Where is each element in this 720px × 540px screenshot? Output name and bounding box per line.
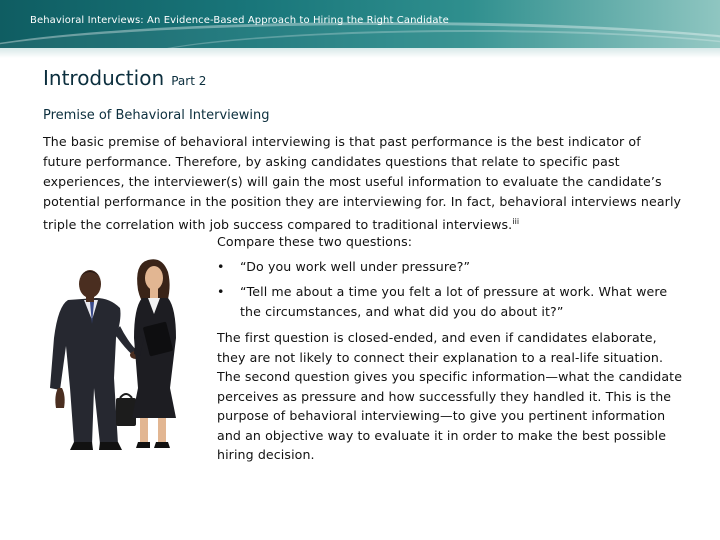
bullet-text: “Tell me about a time you felt a lot of pressure at work. What were the circumstances, and what did you do about it?” <box>240 284 668 319</box>
bullet-text: “Do you work well under pressure?” <box>240 258 471 274</box>
bullet-dot: • <box>217 258 225 274</box>
bullet-dot: • <box>217 284 225 299</box>
comparison-section <box>217 232 687 465</box>
banner-title: Behavioral Interviews: An Evidence-Based Approach to Hiring the Right Candidate <box>30 15 449 26</box>
handshake-photo <box>30 238 210 453</box>
bullet-item <box>217 257 687 277</box>
subheading: Premise of Behavioral Interviewing <box>43 108 270 123</box>
explanation-paragraph: The first question is closed-ended, and even if candidates elaborate, they are not likely to connect their explanation to a real-life situation. The second question gives you specific information—what the candidate perceives as pressure and how successfully they handled it. This is the purpose of behavioral interviewing—to give you pertinent information and an objective way to evaluate it in order to make the best possible hiring decision. <box>217 330 683 462</box>
footnote-marker: iii <box>512 217 520 226</box>
banner-fade <box>0 48 720 58</box>
slide-title-part: Part 2 <box>171 74 207 88</box>
compare-intro: Compare these two questions: <box>217 234 413 249</box>
header-banner <box>0 0 720 48</box>
slide-title-main: Introduction <box>43 66 165 90</box>
intro-paragraph <box>43 132 683 235</box>
intro-paragraph-text: The basic premise of behavioral interviewing is that past performance is the best indicator of future performance. Therefore, by asking candidates questions that relate to specific past experiences, the interviewer(s) will gain the most useful information to evaluate the candidate’s potential performance in the position they are interviewing for. In fact, behavioral interviews nearly triple the correlation with job success compared to traditional interviews. <box>43 134 682 233</box>
bullet-item <box>217 282 687 321</box>
man-figure <box>50 270 142 450</box>
woman-figure <box>132 259 176 448</box>
slide-title <box>43 66 206 90</box>
